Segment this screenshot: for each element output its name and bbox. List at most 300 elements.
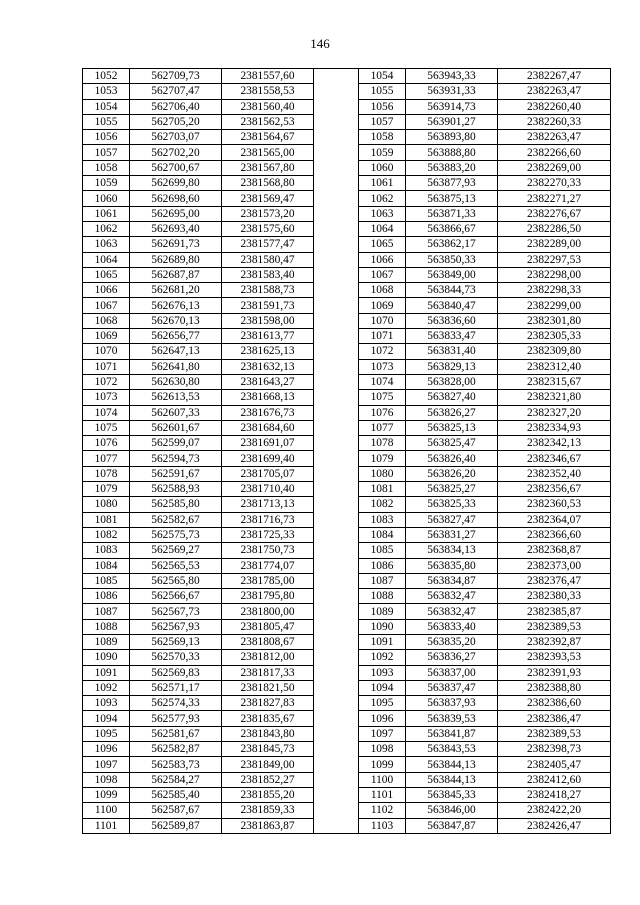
right-x-coordinate-cell: 563831,27 (406, 527, 498, 542)
right-x-coordinate-cell: 563835,80 (406, 558, 498, 573)
right-point-number-cell: 1093 (359, 665, 406, 680)
left-y-coordinate-cell: 2381643,27 (222, 374, 314, 389)
column-gap (314, 634, 359, 649)
column-gap (314, 451, 359, 466)
right-y-coordinate-cell: 2382266,60 (498, 145, 611, 160)
right-x-coordinate-cell: 563943,33 (406, 69, 498, 84)
left-y-coordinate-cell: 2381835,67 (222, 711, 314, 726)
right-y-coordinate-cell: 2382289,00 (498, 237, 611, 252)
right-y-coordinate-cell: 2382366,60 (498, 527, 611, 542)
left-y-coordinate-cell: 2381845,73 (222, 742, 314, 757)
left-point-number-cell: 1098 (83, 772, 130, 787)
right-y-coordinate-cell: 2382386,60 (498, 696, 611, 711)
left-point-number-cell: 1090 (83, 650, 130, 665)
left-x-coordinate-cell: 562569,83 (130, 665, 222, 680)
column-gap (314, 558, 359, 573)
left-point-number-cell: 1058 (83, 160, 130, 175)
left-point-number-cell: 1081 (83, 512, 130, 527)
table-row (83, 650, 611, 665)
left-x-coordinate-cell: 562569,13 (130, 634, 222, 649)
column-gap (314, 466, 359, 481)
table-row (83, 252, 611, 267)
left-y-coordinate-cell: 2381569,47 (222, 191, 314, 206)
right-point-number-cell: 1076 (359, 405, 406, 420)
left-y-coordinate-cell: 2381785,00 (222, 573, 314, 588)
right-point-number-cell: 1078 (359, 436, 406, 451)
left-y-coordinate-cell: 2381567,80 (222, 160, 314, 175)
left-y-coordinate-cell: 2381852,27 (222, 772, 314, 787)
right-x-coordinate-cell: 563844,73 (406, 283, 498, 298)
left-point-number-cell: 1094 (83, 711, 130, 726)
left-x-coordinate-cell: 562582,67 (130, 512, 222, 527)
right-y-coordinate-cell: 2382315,67 (498, 374, 611, 389)
column-gap (314, 818, 359, 833)
column-gap (314, 130, 359, 145)
left-point-number-cell: 1075 (83, 420, 130, 435)
table-row (83, 313, 611, 328)
right-y-coordinate-cell: 2382391,93 (498, 665, 611, 680)
table-row (83, 543, 611, 558)
right-point-number-cell: 1102 (359, 803, 406, 818)
right-y-coordinate-cell: 2382388,80 (498, 680, 611, 695)
column-gap (314, 436, 359, 451)
right-y-coordinate-cell: 2382286,50 (498, 221, 611, 236)
left-y-coordinate-cell: 2381613,77 (222, 329, 314, 344)
right-x-coordinate-cell: 563877,93 (406, 176, 498, 191)
left-x-coordinate-cell: 562581,67 (130, 726, 222, 741)
right-point-number-cell: 1087 (359, 573, 406, 588)
left-x-coordinate-cell: 562584,27 (130, 772, 222, 787)
left-x-coordinate-cell: 562585,40 (130, 787, 222, 802)
column-gap (314, 390, 359, 405)
column-gap (314, 313, 359, 328)
right-y-coordinate-cell: 2382271,27 (498, 191, 611, 206)
right-point-number-cell: 1068 (359, 283, 406, 298)
left-x-coordinate-cell: 562574,33 (130, 696, 222, 711)
right-x-coordinate-cell: 563849,00 (406, 267, 498, 282)
column-gap (314, 267, 359, 282)
left-y-coordinate-cell: 2381575,60 (222, 221, 314, 236)
table-row (83, 237, 611, 252)
right-point-number-cell: 1074 (359, 374, 406, 389)
left-x-coordinate-cell: 562585,80 (130, 497, 222, 512)
right-point-number-cell: 1101 (359, 787, 406, 802)
left-point-number-cell: 1053 (83, 84, 130, 99)
column-gap (314, 145, 359, 160)
right-x-coordinate-cell: 563827,47 (406, 512, 498, 527)
right-x-coordinate-cell: 563866,67 (406, 221, 498, 236)
table-row (83, 191, 611, 206)
table-row (83, 405, 611, 420)
right-y-coordinate-cell: 2382299,00 (498, 298, 611, 313)
right-point-number-cell: 1056 (359, 99, 406, 114)
column-gap (314, 543, 359, 558)
table-row (83, 527, 611, 542)
right-y-coordinate-cell: 2382267,47 (498, 69, 611, 84)
left-point-number-cell: 1052 (83, 69, 130, 84)
column-gap (314, 497, 359, 512)
column-gap (314, 665, 359, 680)
left-x-coordinate-cell: 562582,87 (130, 742, 222, 757)
right-y-coordinate-cell: 2382389,53 (498, 619, 611, 634)
left-x-coordinate-cell: 562702,20 (130, 145, 222, 160)
left-y-coordinate-cell: 2381560,40 (222, 99, 314, 114)
table-row (83, 742, 611, 757)
left-point-number-cell: 1054 (83, 99, 130, 114)
table-row (83, 482, 611, 497)
left-x-coordinate-cell: 562601,67 (130, 420, 222, 435)
table-row (83, 283, 611, 298)
left-y-coordinate-cell: 2381632,13 (222, 359, 314, 374)
right-x-coordinate-cell: 563888,80 (406, 145, 498, 160)
table-row (83, 69, 611, 84)
table-row (83, 680, 611, 695)
right-point-number-cell: 1062 (359, 191, 406, 206)
table-row (83, 573, 611, 588)
column-gap (314, 405, 359, 420)
table-row (83, 466, 611, 481)
right-x-coordinate-cell: 563840,47 (406, 298, 498, 313)
right-point-number-cell: 1060 (359, 160, 406, 175)
right-x-coordinate-cell: 563875,13 (406, 191, 498, 206)
right-point-number-cell: 1058 (359, 130, 406, 145)
right-point-number-cell: 1085 (359, 543, 406, 558)
right-x-coordinate-cell: 563847,87 (406, 818, 498, 833)
left-point-number-cell: 1076 (83, 436, 130, 451)
table-row (83, 696, 611, 711)
left-x-coordinate-cell: 562565,80 (130, 573, 222, 588)
left-point-number-cell: 1100 (83, 803, 130, 818)
left-x-coordinate-cell: 562565,53 (130, 558, 222, 573)
left-point-number-cell: 1099 (83, 787, 130, 802)
right-point-number-cell: 1079 (359, 451, 406, 466)
right-y-coordinate-cell: 2382380,33 (498, 589, 611, 604)
column-gap (314, 99, 359, 114)
left-point-number-cell: 1077 (83, 451, 130, 466)
left-x-coordinate-cell: 562656,77 (130, 329, 222, 344)
left-x-coordinate-cell: 562687,87 (130, 267, 222, 282)
right-y-coordinate-cell: 2382373,00 (498, 558, 611, 573)
left-y-coordinate-cell: 2381774,07 (222, 558, 314, 573)
right-x-coordinate-cell: 563844,13 (406, 757, 498, 772)
column-gap (314, 757, 359, 772)
left-y-coordinate-cell: 2381591,73 (222, 298, 314, 313)
left-x-coordinate-cell: 562630,80 (130, 374, 222, 389)
left-x-coordinate-cell: 562594,73 (130, 451, 222, 466)
right-y-coordinate-cell: 2382298,00 (498, 267, 611, 282)
left-x-coordinate-cell: 562700,67 (130, 160, 222, 175)
right-x-coordinate-cell: 563836,27 (406, 650, 498, 665)
left-y-coordinate-cell: 2381812,00 (222, 650, 314, 665)
right-point-number-cell: 1103 (359, 818, 406, 833)
right-y-coordinate-cell: 2382405,47 (498, 757, 611, 772)
right-x-coordinate-cell: 563844,13 (406, 772, 498, 787)
right-y-coordinate-cell: 2382360,53 (498, 497, 611, 512)
coordinates-table (82, 68, 611, 834)
table-row (83, 267, 611, 282)
right-point-number-cell: 1072 (359, 344, 406, 359)
right-x-coordinate-cell: 563843,53 (406, 742, 498, 757)
table-row (83, 344, 611, 359)
column-gap (314, 803, 359, 818)
right-point-number-cell: 1064 (359, 221, 406, 236)
right-point-number-cell: 1090 (359, 619, 406, 634)
right-x-coordinate-cell: 563883,20 (406, 160, 498, 175)
right-x-coordinate-cell: 563845,33 (406, 787, 498, 802)
table-row (83, 497, 611, 512)
right-y-coordinate-cell: 2382327,20 (498, 405, 611, 420)
right-x-coordinate-cell: 563831,40 (406, 344, 498, 359)
left-point-number-cell: 1073 (83, 390, 130, 405)
left-y-coordinate-cell: 2381855,20 (222, 787, 314, 802)
table-row (83, 145, 611, 160)
right-point-number-cell: 1081 (359, 482, 406, 497)
right-point-number-cell: 1063 (359, 206, 406, 221)
left-x-coordinate-cell: 562577,93 (130, 711, 222, 726)
right-point-number-cell: 1061 (359, 176, 406, 191)
table-row (83, 436, 611, 451)
right-x-coordinate-cell: 563826,27 (406, 405, 498, 420)
right-y-coordinate-cell: 2382412,60 (498, 772, 611, 787)
table-row (83, 390, 611, 405)
left-point-number-cell: 1056 (83, 130, 130, 145)
right-point-number-cell: 1091 (359, 634, 406, 649)
right-point-number-cell: 1094 (359, 680, 406, 695)
left-x-coordinate-cell: 562570,33 (130, 650, 222, 665)
column-gap (314, 420, 359, 435)
right-x-coordinate-cell: 563833,40 (406, 619, 498, 634)
left-y-coordinate-cell: 2381716,73 (222, 512, 314, 527)
column-gap (314, 84, 359, 99)
column-gap (314, 696, 359, 711)
column-gap (314, 237, 359, 252)
right-point-number-cell: 1080 (359, 466, 406, 481)
right-y-coordinate-cell: 2382321,80 (498, 390, 611, 405)
table-row (83, 818, 611, 833)
right-point-number-cell: 1067 (359, 267, 406, 282)
right-y-coordinate-cell: 2382269,00 (498, 160, 611, 175)
right-point-number-cell: 1083 (359, 512, 406, 527)
table-row (83, 176, 611, 191)
column-gap (314, 329, 359, 344)
table-row (83, 160, 611, 175)
left-y-coordinate-cell: 2381625,13 (222, 344, 314, 359)
left-y-coordinate-cell: 2381699,40 (222, 451, 314, 466)
right-point-number-cell: 1059 (359, 145, 406, 160)
left-x-coordinate-cell: 562569,27 (130, 543, 222, 558)
table-row (83, 512, 611, 527)
left-y-coordinate-cell: 2381676,73 (222, 405, 314, 420)
left-x-coordinate-cell: 562588,93 (130, 482, 222, 497)
left-x-coordinate-cell: 562693,40 (130, 221, 222, 236)
left-y-coordinate-cell: 2381863,87 (222, 818, 314, 833)
table-row (83, 558, 611, 573)
right-point-number-cell: 1070 (359, 313, 406, 328)
left-y-coordinate-cell: 2381805,47 (222, 619, 314, 634)
left-y-coordinate-cell: 2381750,73 (222, 543, 314, 558)
right-x-coordinate-cell: 563835,20 (406, 634, 498, 649)
right-y-coordinate-cell: 2382346,67 (498, 451, 611, 466)
right-point-number-cell: 1084 (359, 527, 406, 542)
left-y-coordinate-cell: 2381808,67 (222, 634, 314, 649)
table-row (83, 114, 611, 129)
right-x-coordinate-cell: 563931,33 (406, 84, 498, 99)
right-point-number-cell: 1073 (359, 359, 406, 374)
table-row (83, 604, 611, 619)
column-gap (314, 221, 359, 236)
right-x-coordinate-cell: 563914,73 (406, 99, 498, 114)
column-gap (314, 69, 359, 84)
left-y-coordinate-cell: 2381564,67 (222, 130, 314, 145)
column-gap (314, 650, 359, 665)
right-point-number-cell: 1069 (359, 298, 406, 313)
right-y-coordinate-cell: 2382418,27 (498, 787, 611, 802)
left-x-coordinate-cell: 562689,80 (130, 252, 222, 267)
table-row (83, 726, 611, 741)
column-gap (314, 344, 359, 359)
right-point-number-cell: 1077 (359, 420, 406, 435)
right-y-coordinate-cell: 2382426,47 (498, 818, 611, 833)
column-gap (314, 114, 359, 129)
left-x-coordinate-cell: 562705,20 (130, 114, 222, 129)
table-row (83, 420, 611, 435)
right-point-number-cell: 1054 (359, 69, 406, 84)
left-x-coordinate-cell: 562698,60 (130, 191, 222, 206)
left-point-number-cell: 1064 (83, 252, 130, 267)
table-row (83, 451, 611, 466)
right-y-coordinate-cell: 2382385,87 (498, 604, 611, 619)
left-y-coordinate-cell: 2381573,20 (222, 206, 314, 221)
right-x-coordinate-cell: 563837,93 (406, 696, 498, 711)
left-x-coordinate-cell: 562575,73 (130, 527, 222, 542)
left-point-number-cell: 1060 (83, 191, 130, 206)
left-point-number-cell: 1083 (83, 543, 130, 558)
right-x-coordinate-cell: 563834,13 (406, 543, 498, 558)
left-x-coordinate-cell: 562695,00 (130, 206, 222, 221)
table-row (83, 298, 611, 313)
column-gap (314, 573, 359, 588)
right-point-number-cell: 1100 (359, 772, 406, 787)
left-point-number-cell: 1093 (83, 696, 130, 711)
left-point-number-cell: 1084 (83, 558, 130, 573)
table-row (83, 665, 611, 680)
right-x-coordinate-cell: 563862,17 (406, 237, 498, 252)
left-x-coordinate-cell: 562707,47 (130, 84, 222, 99)
right-point-number-cell: 1075 (359, 390, 406, 405)
column-gap (314, 726, 359, 741)
right-y-coordinate-cell: 2382352,40 (498, 466, 611, 481)
left-y-coordinate-cell: 2381684,60 (222, 420, 314, 435)
left-point-number-cell: 1071 (83, 359, 130, 374)
left-point-number-cell: 1095 (83, 726, 130, 741)
left-x-coordinate-cell: 562613,53 (130, 390, 222, 405)
right-x-coordinate-cell: 563837,00 (406, 665, 498, 680)
table-row (83, 99, 611, 114)
table-row (83, 634, 611, 649)
left-x-coordinate-cell: 562589,87 (130, 818, 222, 833)
right-y-coordinate-cell: 2382389,53 (498, 726, 611, 741)
left-point-number-cell: 1078 (83, 466, 130, 481)
left-point-number-cell: 1070 (83, 344, 130, 359)
left-y-coordinate-cell: 2381795,80 (222, 589, 314, 604)
right-y-coordinate-cell: 2382298,33 (498, 283, 611, 298)
left-y-coordinate-cell: 2381562,53 (222, 114, 314, 129)
left-point-number-cell: 1065 (83, 267, 130, 282)
left-point-number-cell: 1069 (83, 329, 130, 344)
table-row (83, 329, 611, 344)
right-x-coordinate-cell: 563846,00 (406, 803, 498, 818)
right-y-coordinate-cell: 2382263,47 (498, 84, 611, 99)
column-gap (314, 359, 359, 374)
column-gap (314, 206, 359, 221)
right-y-coordinate-cell: 2382270,33 (498, 176, 611, 191)
right-x-coordinate-cell: 563871,33 (406, 206, 498, 221)
right-x-coordinate-cell: 563826,20 (406, 466, 498, 481)
right-point-number-cell: 1066 (359, 252, 406, 267)
right-x-coordinate-cell: 563832,47 (406, 589, 498, 604)
right-x-coordinate-cell: 563839,53 (406, 711, 498, 726)
right-x-coordinate-cell: 563829,13 (406, 359, 498, 374)
column-gap (314, 604, 359, 619)
left-x-coordinate-cell: 562703,07 (130, 130, 222, 145)
left-y-coordinate-cell: 2381705,07 (222, 466, 314, 481)
right-y-coordinate-cell: 2382263,47 (498, 130, 611, 145)
column-gap (314, 160, 359, 175)
right-x-coordinate-cell: 563825,33 (406, 497, 498, 512)
left-y-coordinate-cell: 2381713,13 (222, 497, 314, 512)
left-point-number-cell: 1061 (83, 206, 130, 221)
left-y-coordinate-cell: 2381588,73 (222, 283, 314, 298)
table-row (83, 359, 611, 374)
right-y-coordinate-cell: 2382334,93 (498, 420, 611, 435)
left-x-coordinate-cell: 562567,73 (130, 604, 222, 619)
right-y-coordinate-cell: 2382312,40 (498, 359, 611, 374)
left-point-number-cell: 1066 (83, 283, 130, 298)
left-y-coordinate-cell: 2381843,80 (222, 726, 314, 741)
left-y-coordinate-cell: 2381859,33 (222, 803, 314, 818)
column-gap (314, 283, 359, 298)
column-gap (314, 176, 359, 191)
left-x-coordinate-cell: 562676,13 (130, 298, 222, 313)
right-x-coordinate-cell: 563901,27 (406, 114, 498, 129)
right-x-coordinate-cell: 563837,47 (406, 680, 498, 695)
right-x-coordinate-cell: 563893,80 (406, 130, 498, 145)
table-row (83, 221, 611, 236)
right-point-number-cell: 1089 (359, 604, 406, 619)
left-point-number-cell: 1087 (83, 604, 130, 619)
left-x-coordinate-cell: 562567,93 (130, 619, 222, 634)
right-y-coordinate-cell: 2382305,33 (498, 329, 611, 344)
left-x-coordinate-cell: 562583,73 (130, 757, 222, 772)
left-point-number-cell: 1089 (83, 634, 130, 649)
table-row (83, 619, 611, 634)
page-number: 146 (310, 36, 330, 51)
left-y-coordinate-cell: 2381558,53 (222, 84, 314, 99)
table-row (83, 803, 611, 818)
left-x-coordinate-cell: 562691,73 (130, 237, 222, 252)
left-x-coordinate-cell: 562571,17 (130, 680, 222, 695)
left-x-coordinate-cell: 562706,40 (130, 99, 222, 114)
left-y-coordinate-cell: 2381557,60 (222, 69, 314, 84)
left-y-coordinate-cell: 2381598,00 (222, 313, 314, 328)
column-gap (314, 772, 359, 787)
column-gap (314, 252, 359, 267)
right-point-number-cell: 1082 (359, 497, 406, 512)
left-y-coordinate-cell: 2381565,00 (222, 145, 314, 160)
left-point-number-cell: 1074 (83, 405, 130, 420)
left-point-number-cell: 1086 (83, 589, 130, 604)
left-x-coordinate-cell: 562709,73 (130, 69, 222, 84)
